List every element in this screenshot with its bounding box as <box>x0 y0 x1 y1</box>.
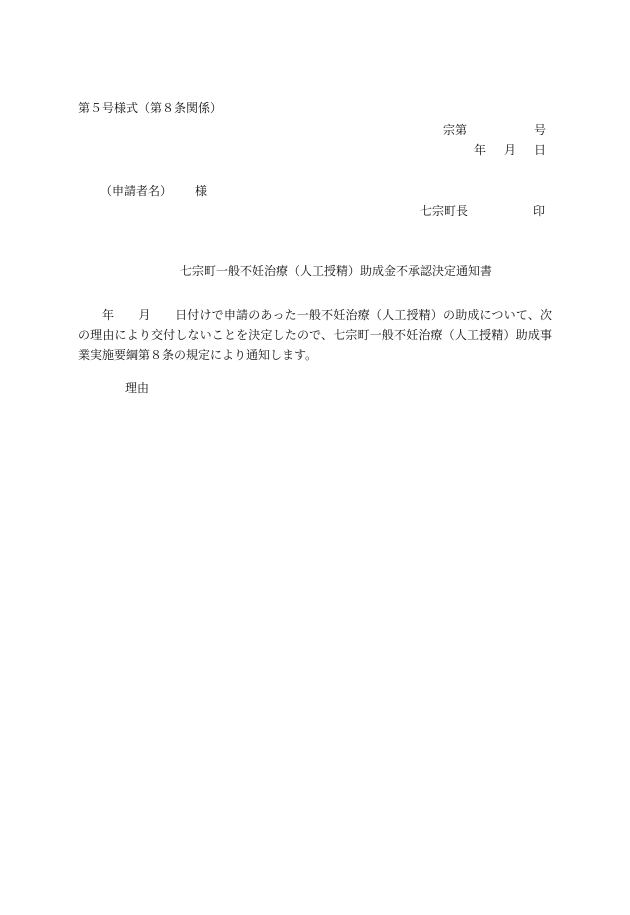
issuer-name: 七宗町長 <box>420 204 469 218</box>
body-paragraph: 年 月 日付けで申請のあった一般不妊治療（人工授精）の助成について、次の理由により交付しないことを決定したので、七宗町一般不妊治療（人工授精）助成事業実施要綱第８条の規定により通知します。 <box>78 308 552 362</box>
applicant-honorific: 様 <box>195 184 208 198</box>
document-number-suffix: 号 <box>534 123 547 137</box>
issuer-seal-label: 印 <box>533 204 546 218</box>
document-title: 七宗町一般不妊治療（人工授精）助成金不承認決定通知書 <box>180 264 493 278</box>
date-day-label: 日 <box>534 143 547 157</box>
reason-label: 理由 <box>125 381 150 395</box>
applicant-name-placeholder: （申請者名） <box>100 184 173 198</box>
form-number-label: 第５号様式（第８条関係） <box>78 101 223 115</box>
document-number-prefix: 宗第 <box>443 123 468 137</box>
date-year-label: 年 <box>474 143 487 157</box>
date-month-label: 月 <box>504 143 517 157</box>
